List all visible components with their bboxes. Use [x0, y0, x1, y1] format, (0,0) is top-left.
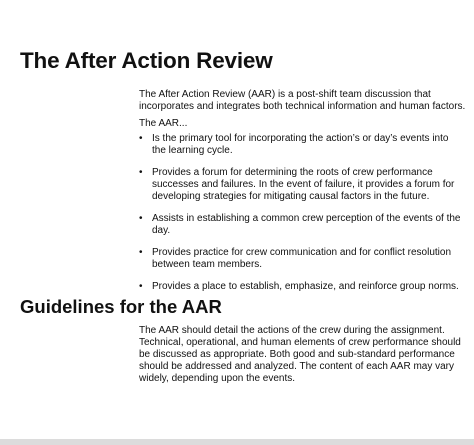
bullet-line: day. — [152, 225, 171, 236]
page-bottom-edge — [0, 439, 474, 445]
guidelines-paragraph — [139, 325, 461, 385]
intro-paragraph — [139, 89, 465, 113]
page-title: The After Action Review — [20, 48, 273, 73]
bullet-item — [139, 213, 461, 237]
aar-bullet-list — [139, 133, 461, 293]
bullet-item — [139, 247, 461, 271]
bullet-line: Provides a forum for determining the roots of crew performance — [152, 167, 433, 178]
bullet-line: successes and failures. In the event of failure, it provides a forum for — [152, 179, 455, 190]
bullet-line: between team members. — [152, 259, 263, 270]
bullet-line: Provides practice for crew communication and for conflict resolution — [152, 247, 452, 258]
guidelines-line: widely, depending upon the events. — [139, 373, 296, 384]
aar-label: The AAR... — [139, 118, 188, 129]
bullet-line: developing strategies for mitigating causal factors in the future. — [152, 191, 430, 202]
guidelines-line: The AAR should detail the actions of the crew during the assignment. — [139, 325, 445, 336]
bullet-line: Is the primary tool for incorporating the action’s or day’s events into — [152, 133, 449, 144]
bullet-icon: • — [139, 133, 143, 144]
intro-line: incorporates and integrates both technical information and human factors. — [139, 101, 466, 112]
bullet-icon: • — [139, 213, 143, 224]
bullet-line: the learning cycle. — [152, 145, 233, 156]
bullet-line: Assists in establishing a common crew perception of the events of the — [152, 213, 461, 224]
bullet-line: Provides a place to establish, emphasize, and reinforce group norms. — [152, 281, 459, 292]
guidelines-heading: Guidelines for the AAR — [20, 296, 222, 317]
bullet-icon: • — [139, 247, 143, 258]
bullet-icon: • — [139, 167, 143, 178]
bullet-icon: • — [139, 281, 143, 292]
intro-line: The After Action Review (AAR) is a post-shift team discussion that — [139, 89, 431, 100]
bullet-item — [139, 167, 461, 203]
bullet-item — [139, 281, 461, 293]
guidelines-line: be discussed as appropriate. Both good and sub-standard performance — [139, 349, 455, 360]
bullet-item — [139, 133, 461, 157]
guidelines-line: Technical, operational, and human elements of crew performance should — [139, 337, 461, 348]
guidelines-line: should be addressed and analyzed. The content of each AAR may vary — [139, 361, 455, 372]
